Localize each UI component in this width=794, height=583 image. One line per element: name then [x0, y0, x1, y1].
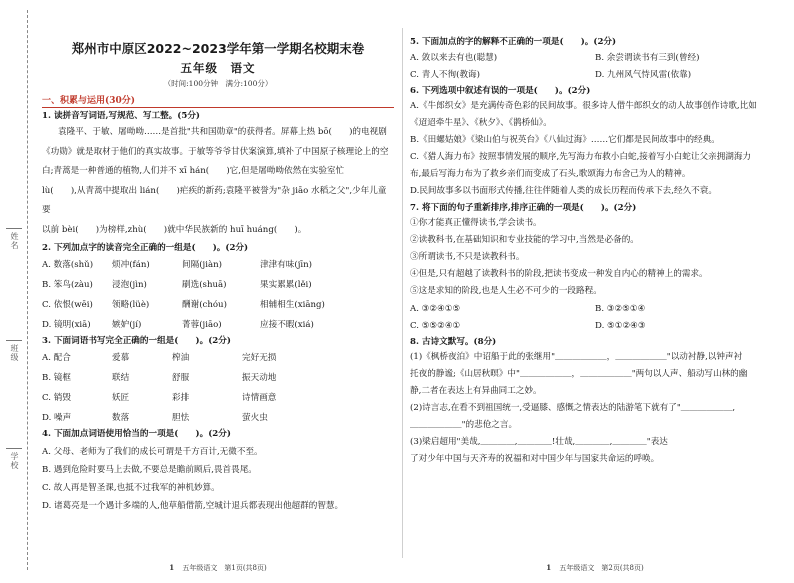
q5-option[interactable]: B. 余尝谓读书有三到(曾经): [595, 53, 700, 63]
q3-option: 胆怯: [172, 413, 190, 423]
exam-subtitle: 五年级 语文: [180, 61, 256, 75]
q2-option: 烦冲(fán): [112, 260, 150, 270]
q3-option[interactable]: C. 销毁: [42, 393, 71, 403]
q4-option[interactable]: B. 遇到危险时要马上去做,不要总是瞻前顾后,畏首畏尾。: [42, 465, 257, 475]
q3-option: 完好无损: [242, 353, 277, 363]
question-1: [42, 110, 394, 240]
q2-option: 间隔(jiàn): [182, 260, 222, 270]
q2-option[interactable]: C. 依恨(wēi): [42, 300, 93, 310]
left-footer-number: 1: [169, 563, 175, 572]
q7-sentence: ④但是,只有超越了读教科书的阶段,把读书变成一种发自内心的精神上的需求。: [410, 269, 708, 279]
q5-option[interactable]: A. 敛以来去有也(聪慧): [410, 53, 498, 63]
q2-option: 菁蓉(jiāo): [182, 320, 222, 330]
q3-option: 舒服: [172, 373, 190, 383]
q2-option: 相辅相生(xiāng): [260, 300, 325, 310]
section-heading: 一、积累与运用(30分): [42, 93, 394, 108]
q3-option[interactable]: B. 镜框: [42, 373, 71, 383]
q6-line[interactable]: B.《田螺姑娘》《梁山伯与祝英台》《八仙过海》……它们都是民间故事中的经典。: [410, 135, 720, 145]
question-1-line: lù( ),从青蒿中提取出 lián( )疟疾的新药;袁隆平被誉为"杂 jiāo 水稻之父",少年儿童要: [42, 185, 387, 215]
question-2-head: 2. 下列加点字的读音完全正确的一组是( )。(2分): [42, 243, 249, 253]
q7-option[interactable]: B. ③②⑤①④: [595, 304, 646, 314]
q2-option: 领略(lüè): [112, 300, 150, 310]
exam-meta: （时间:100分钟 满分:100分）: [163, 79, 273, 88]
q3-option: 诗情画意: [242, 393, 277, 403]
right-page: [410, 0, 780, 583]
right-footer-number: 1: [546, 563, 552, 572]
question-4-head: 4. 下面加点词语使用恰当的一项是( )。(2分): [42, 429, 231, 439]
question-4: [42, 428, 394, 513]
q3-option: 萤火虫: [242, 413, 268, 423]
q8-line[interactable]: ＿＿＿＿＿＿"的悲伧之言。: [410, 420, 518, 430]
q2-option: 津津有味(jīn): [260, 260, 313, 270]
q7-option[interactable]: A. ③②④①⑤: [410, 304, 461, 314]
exam-title: 郑州市中原区2022~2023学年第一学期名校期末卷: [71, 41, 365, 56]
q6-line[interactable]: D.民间故事多以书面形式传播,往往伴随着人类的成长历程而传承下去,经久不衰。: [410, 186, 717, 196]
q4-option[interactable]: A. 父母、老师为了我们的成长可谓是千方百计,无微不至。: [42, 447, 263, 457]
question-1-line: 《功勋》就是取材于他们的真实故事。于敏等爷爷甘伏案演算,填补了中国原子核理论上的空: [42, 146, 389, 157]
q8-line[interactable]: 托夜的静谧;《山居秋暝》中"＿＿＿＿＿＿，＿＿＿＿＿＿"两句以人声、船动写山林的幽: [410, 369, 748, 379]
question-7: [410, 202, 780, 333]
binding-label-class: 班级: [10, 344, 19, 362]
question-8: [410, 336, 780, 468]
q6-line[interactable]: C.《猎人海力布》按照事情发展的顺序,先写海力布救小白蛇,接着写小白蛇让父亲拥湖海力: [410, 152, 752, 162]
right-footer: [410, 563, 780, 573]
q3-option: 榨油: [172, 353, 190, 363]
q6-line: 布,最后写海力布为了救乡亲们而变成了石头,歌颂海力布舍己为人的精神。: [410, 169, 691, 179]
binding-label-school: 学校: [10, 452, 19, 470]
left-page: [42, 0, 394, 583]
q3-option[interactable]: D. 噪声: [42, 413, 72, 423]
question-5-head: 5. 下面加点的字的解释不正确的一项是( )。(2分): [410, 37, 617, 47]
question-1-head: 1. 读拼音写词语,写规范、写工整。(5分): [42, 111, 200, 121]
q2-option: 应接不暇(xiá): [260, 320, 314, 330]
question-8-head: 8. 古诗文默写。(8分): [410, 337, 497, 347]
question-5: [410, 36, 780, 82]
q8-line[interactable]: (2)诗言志,在看不到祖国统一,受逼膝、感慨之情表达的陆游笔下就有了"＿＿＿＿＿＿,: [410, 403, 736, 413]
q8-line: 静,二者在表达上有异曲同工之妙。: [410, 386, 542, 396]
question-3-head: 3. 下面词语书写完全正确的一组是( )。(2分): [42, 336, 231, 346]
question-7-head: 7. 将下面的句子重新排序,排序正确的一项是( )。(2分): [410, 203, 637, 213]
q7-sentence: ①你才能真正懂得读书,学会读书。: [410, 218, 542, 228]
binding-tick: [6, 448, 22, 449]
q3-option: 数落: [112, 413, 130, 423]
q3-option[interactable]: A. 配合: [42, 353, 71, 363]
q8-line[interactable]: (1)《枫桥夜泊》中诏船于此的张继用"＿＿＿＿＿＿，＿＿＿＿＿＿"以动衬静,以钟声衬: [410, 352, 743, 362]
binding-label-name: 姓名: [10, 232, 19, 250]
q6-line[interactable]: A.《牛郎织女》是充满传奇色彩的民间故事。很多诗人借牛郎织女的动人故事创作诗歌,比如: [410, 101, 757, 111]
left-footer: [42, 563, 394, 573]
q3-option: 联结: [112, 373, 130, 383]
question-1-line: 白;青蒿是一种普通的植物,人们并不 xī hán( )它,但是屠呦呦依然在实验室忙: [42, 166, 345, 176]
q7-option[interactable]: C. ⑤⑤②④①: [410, 321, 461, 331]
question-3: [42, 335, 394, 425]
q2-option[interactable]: D. 镜明(xiā): [42, 320, 91, 330]
right-footer-text: 五年级语文 第2页(共8页): [559, 564, 644, 572]
q7-sentence: ⑤这是求知的阶段,也是人生必不可少的一段路程。: [410, 286, 602, 296]
binding-dashed-line: [27, 10, 28, 570]
q3-option: 妖匠: [112, 393, 130, 403]
q2-option[interactable]: A. 数落(shǔ): [42, 260, 94, 270]
q8-line[interactable]: (3)梁启超用"美哉,＿＿＿＿,＿＿＿＿!壮哉,＿＿＿＿,＿＿＿＿"表达: [410, 437, 668, 447]
q7-option[interactable]: D. ⑤①②④③: [595, 321, 646, 331]
page-divider: [402, 28, 403, 558]
binding-tick: [6, 228, 22, 229]
q7-sentence: ③所谓读书,不只是读教科书。: [410, 252, 525, 262]
question-2: [42, 242, 394, 332]
question-6: [410, 85, 780, 200]
q2-option[interactable]: B. 笨鸟(zàu): [42, 280, 93, 290]
q4-option[interactable]: C. 故人再是智圣课,也抵不过我军的神机妙算。: [42, 483, 220, 493]
left-footer-text: 五年级语文 第1页(共8页): [182, 564, 267, 572]
question-1-line: 以前 bèi( )为榜样,zhù( )就中华民族新的 huī huáng( )。: [42, 224, 307, 235]
q5-option[interactable]: D. 九州风气恃风雷(依靠): [595, 70, 692, 80]
q5-option[interactable]: C. 青人不徇(教诲): [410, 70, 481, 80]
q2-option: 酬谢(chóu): [182, 300, 227, 310]
binding-margin: [0, 0, 38, 583]
question-1-line: 袁隆平、于敏、屠呦呦……是首批"共和国勋章"的获得者。屏幕上热 bō( )的电视剧: [58, 127, 387, 137]
q2-option: 刷选(shuā): [182, 280, 227, 290]
question-6-head: 6. 下列选项中叙述有误的一项是( )。(2分): [410, 86, 591, 96]
q4-option[interactable]: D. 诸葛亮是一个遇计多端的人,他草船借箭,空城计退兵都表现出他超群的智慧。: [42, 501, 344, 511]
q6-line: 《迢迢牵牛星》、《秋夕》、《鹊桥仙》。: [410, 118, 552, 128]
q7-sentence: ②读教科书,在基础知识和专业技能的学习中,当然是必备的。: [410, 235, 639, 245]
q2-option: 嫉妒(jí): [112, 320, 142, 330]
q3-option: 彩排: [172, 393, 190, 403]
binding-tick: [6, 340, 22, 341]
q2-option: 果实累累(lěi): [260, 280, 312, 290]
q3-option: 爱慕: [112, 353, 130, 363]
q8-line: 了对少年中国与天齐寿的祝福和对中国少年与国家共命运的呼唤。: [410, 454, 660, 464]
q2-option: 浸泡(jìn): [112, 280, 147, 290]
q3-option: 振天动地: [242, 373, 277, 383]
